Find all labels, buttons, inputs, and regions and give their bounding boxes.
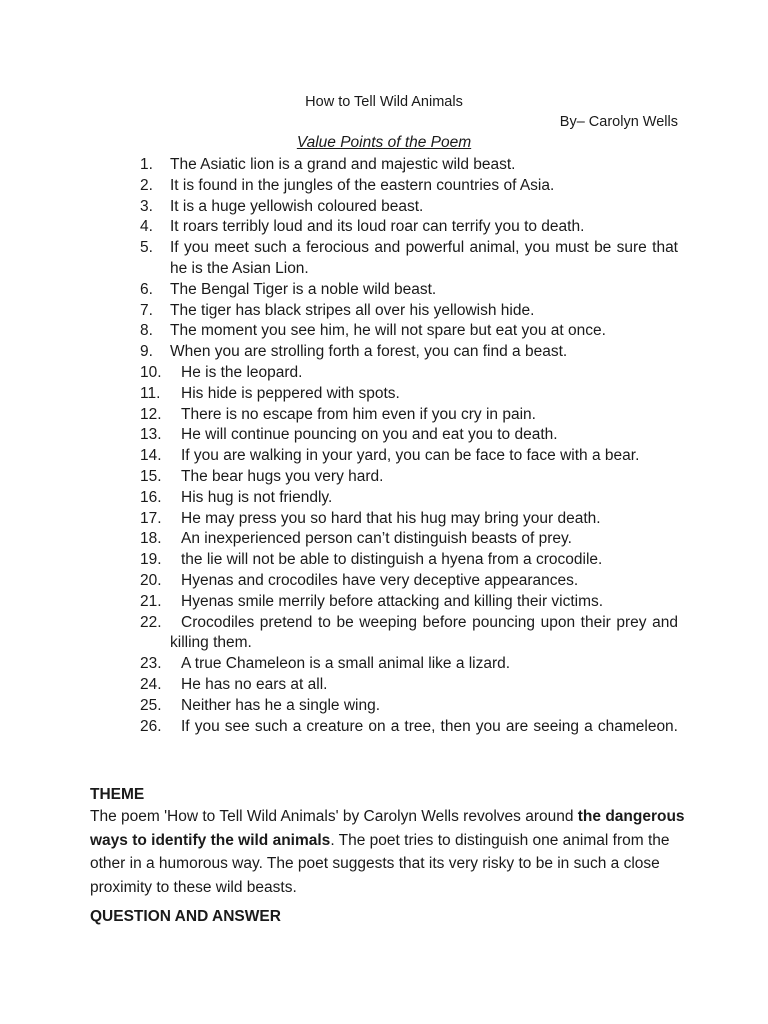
list-item-number: 3.	[140, 197, 153, 215]
list-item-number: 5.	[140, 239, 153, 257]
list-item	[140, 696, 678, 717]
list-item-text: It is a huge yellowish coloured beast.	[170, 197, 424, 215]
list-item-number: 19.	[140, 551, 162, 569]
theme-paragraph	[90, 805, 690, 899]
list-item	[140, 509, 678, 530]
list-item-number: 8.	[140, 322, 153, 340]
list-item-text: When you are strolling forth a forest, you can find a beast.	[170, 343, 568, 361]
list-item	[140, 363, 678, 384]
list-item-number: 18.	[140, 530, 162, 548]
list-item	[140, 321, 678, 342]
list-item-number: 7.	[140, 301, 153, 319]
list-item-text: He has no ears at all.	[181, 675, 328, 693]
list-item-text: A true Chameleon is a small animal like a lizard.	[181, 655, 511, 673]
list-item-text: The bear hugs you very hard.	[181, 467, 384, 485]
list-item	[140, 342, 678, 363]
list-item-number: 21.	[140, 592, 162, 610]
list-item-text: It is found in the jungles of the eastern countries of Asia.	[170, 176, 555, 194]
list-item	[140, 613, 678, 655]
theme-text-before: The poem 'How to Tell Wild Animals' by Carolyn Wells revolves around	[90, 808, 578, 825]
list-item-text: Neither has he a single wing.	[181, 696, 381, 714]
list-item-text: If you meet such a ferocious and powerful animal, you must be sure that he is the Asian Lion.	[170, 239, 678, 277]
list-item	[140, 446, 678, 467]
list-item	[140, 217, 678, 238]
list-item	[140, 155, 678, 176]
list-item-text: The Bengal Tiger is a noble wild beast.	[170, 280, 437, 298]
document-title: How to Tell Wild Animals	[305, 94, 463, 110]
list-item-text: the lie will not be able to distinguish a hyena from a crocodile.	[181, 551, 603, 569]
list-item-number: 24.	[140, 675, 162, 693]
section-heading: Value Points of the Poem	[296, 134, 472, 151]
list-item	[140, 571, 678, 592]
theme-text-bold: the dangerous ways to identify the wild animals	[90, 808, 685, 849]
list-item-text: He will continue pouncing on you and eat you to death.	[181, 426, 558, 444]
theme-heading: THEME	[90, 786, 145, 803]
list-item	[140, 405, 678, 426]
list-item	[140, 675, 678, 696]
list-item-number: 13.	[140, 426, 162, 444]
list-item-number: 11.	[140, 384, 161, 402]
list-item	[140, 488, 678, 509]
list-item	[140, 654, 678, 675]
list-item	[140, 238, 678, 280]
list-item-text: If you are walking in your yard, you can be face to face with a bear.	[181, 447, 640, 465]
list-item	[140, 550, 678, 571]
list-item-number: 2.	[140, 176, 153, 194]
list-item	[140, 176, 678, 197]
list-item-number: 14.	[140, 447, 162, 465]
list-item	[140, 197, 678, 218]
list-item-text: His hug is not friendly.	[181, 488, 333, 506]
list-item-number: 4.	[140, 218, 153, 236]
value-points-list	[140, 155, 678, 737]
list-item-text: Crocodiles pretend to be weeping before pouncing upon their prey and killing them.	[170, 613, 678, 652]
list-item-number: 22.	[140, 613, 162, 631]
list-item-text: An inexperienced person can’t distinguish beasts of prey.	[181, 530, 572, 548]
list-item-number: 9.	[140, 343, 153, 361]
list-item-number: 23.	[140, 655, 162, 673]
list-item-number: 10.	[140, 363, 162, 381]
list-item-text: His hide is peppered with spots.	[181, 384, 400, 402]
list-item-number: 16.	[140, 488, 162, 506]
list-item	[140, 301, 678, 322]
list-item-text: He is the leopard.	[181, 363, 303, 381]
qa-heading: QUESTION AND ANSWER	[90, 908, 281, 925]
list-item-text: There is no escape from him even if you cry in pain.	[181, 405, 536, 423]
list-item	[140, 717, 678, 738]
list-item-number: 25.	[140, 696, 162, 714]
list-item	[140, 384, 678, 405]
list-item-number: 12.	[140, 405, 162, 423]
list-item-number: 6.	[140, 280, 153, 298]
list-item	[140, 529, 678, 550]
list-item-number: 26.	[140, 717, 162, 735]
list-item	[140, 280, 678, 301]
document-author: By– Carolyn Wells	[559, 114, 678, 130]
list-item-text: The moment you see him, he will not spare but eat you at once.	[170, 322, 606, 340]
list-item-text: The tiger has black stripes all over his yellowish hide.	[170, 301, 535, 319]
theme-text-after: . The poet tries to distinguish one animal from the other in a humorous way. The poet suggests that its very risky to be in such a close proximity to these wild beasts.	[90, 831, 670, 896]
list-item-number: 17.	[140, 509, 162, 527]
list-item-text: The Asiatic lion is a grand and majestic wild beast.	[170, 156, 516, 173]
list-item-text: Hyenas smile merrily before attacking and killing their victims.	[181, 592, 604, 610]
list-item	[140, 425, 678, 446]
list-item	[140, 592, 678, 613]
list-item-number: 1.	[140, 156, 153, 173]
list-item-text: If you see such a creature on a tree, then you are seeing a chameleon.	[181, 717, 678, 735]
list-item-text: He may press you so hard that his hug may bring your death.	[181, 509, 601, 527]
list-item-text: It roars terribly loud and its loud roar can terrify you to death.	[170, 218, 585, 236]
list-item-number: 15.	[140, 467, 162, 485]
list-item-text: Hyenas and crocodiles have very deceptive appearances.	[181, 571, 579, 589]
list-item-number: 20.	[140, 571, 162, 589]
list-item	[140, 467, 678, 488]
